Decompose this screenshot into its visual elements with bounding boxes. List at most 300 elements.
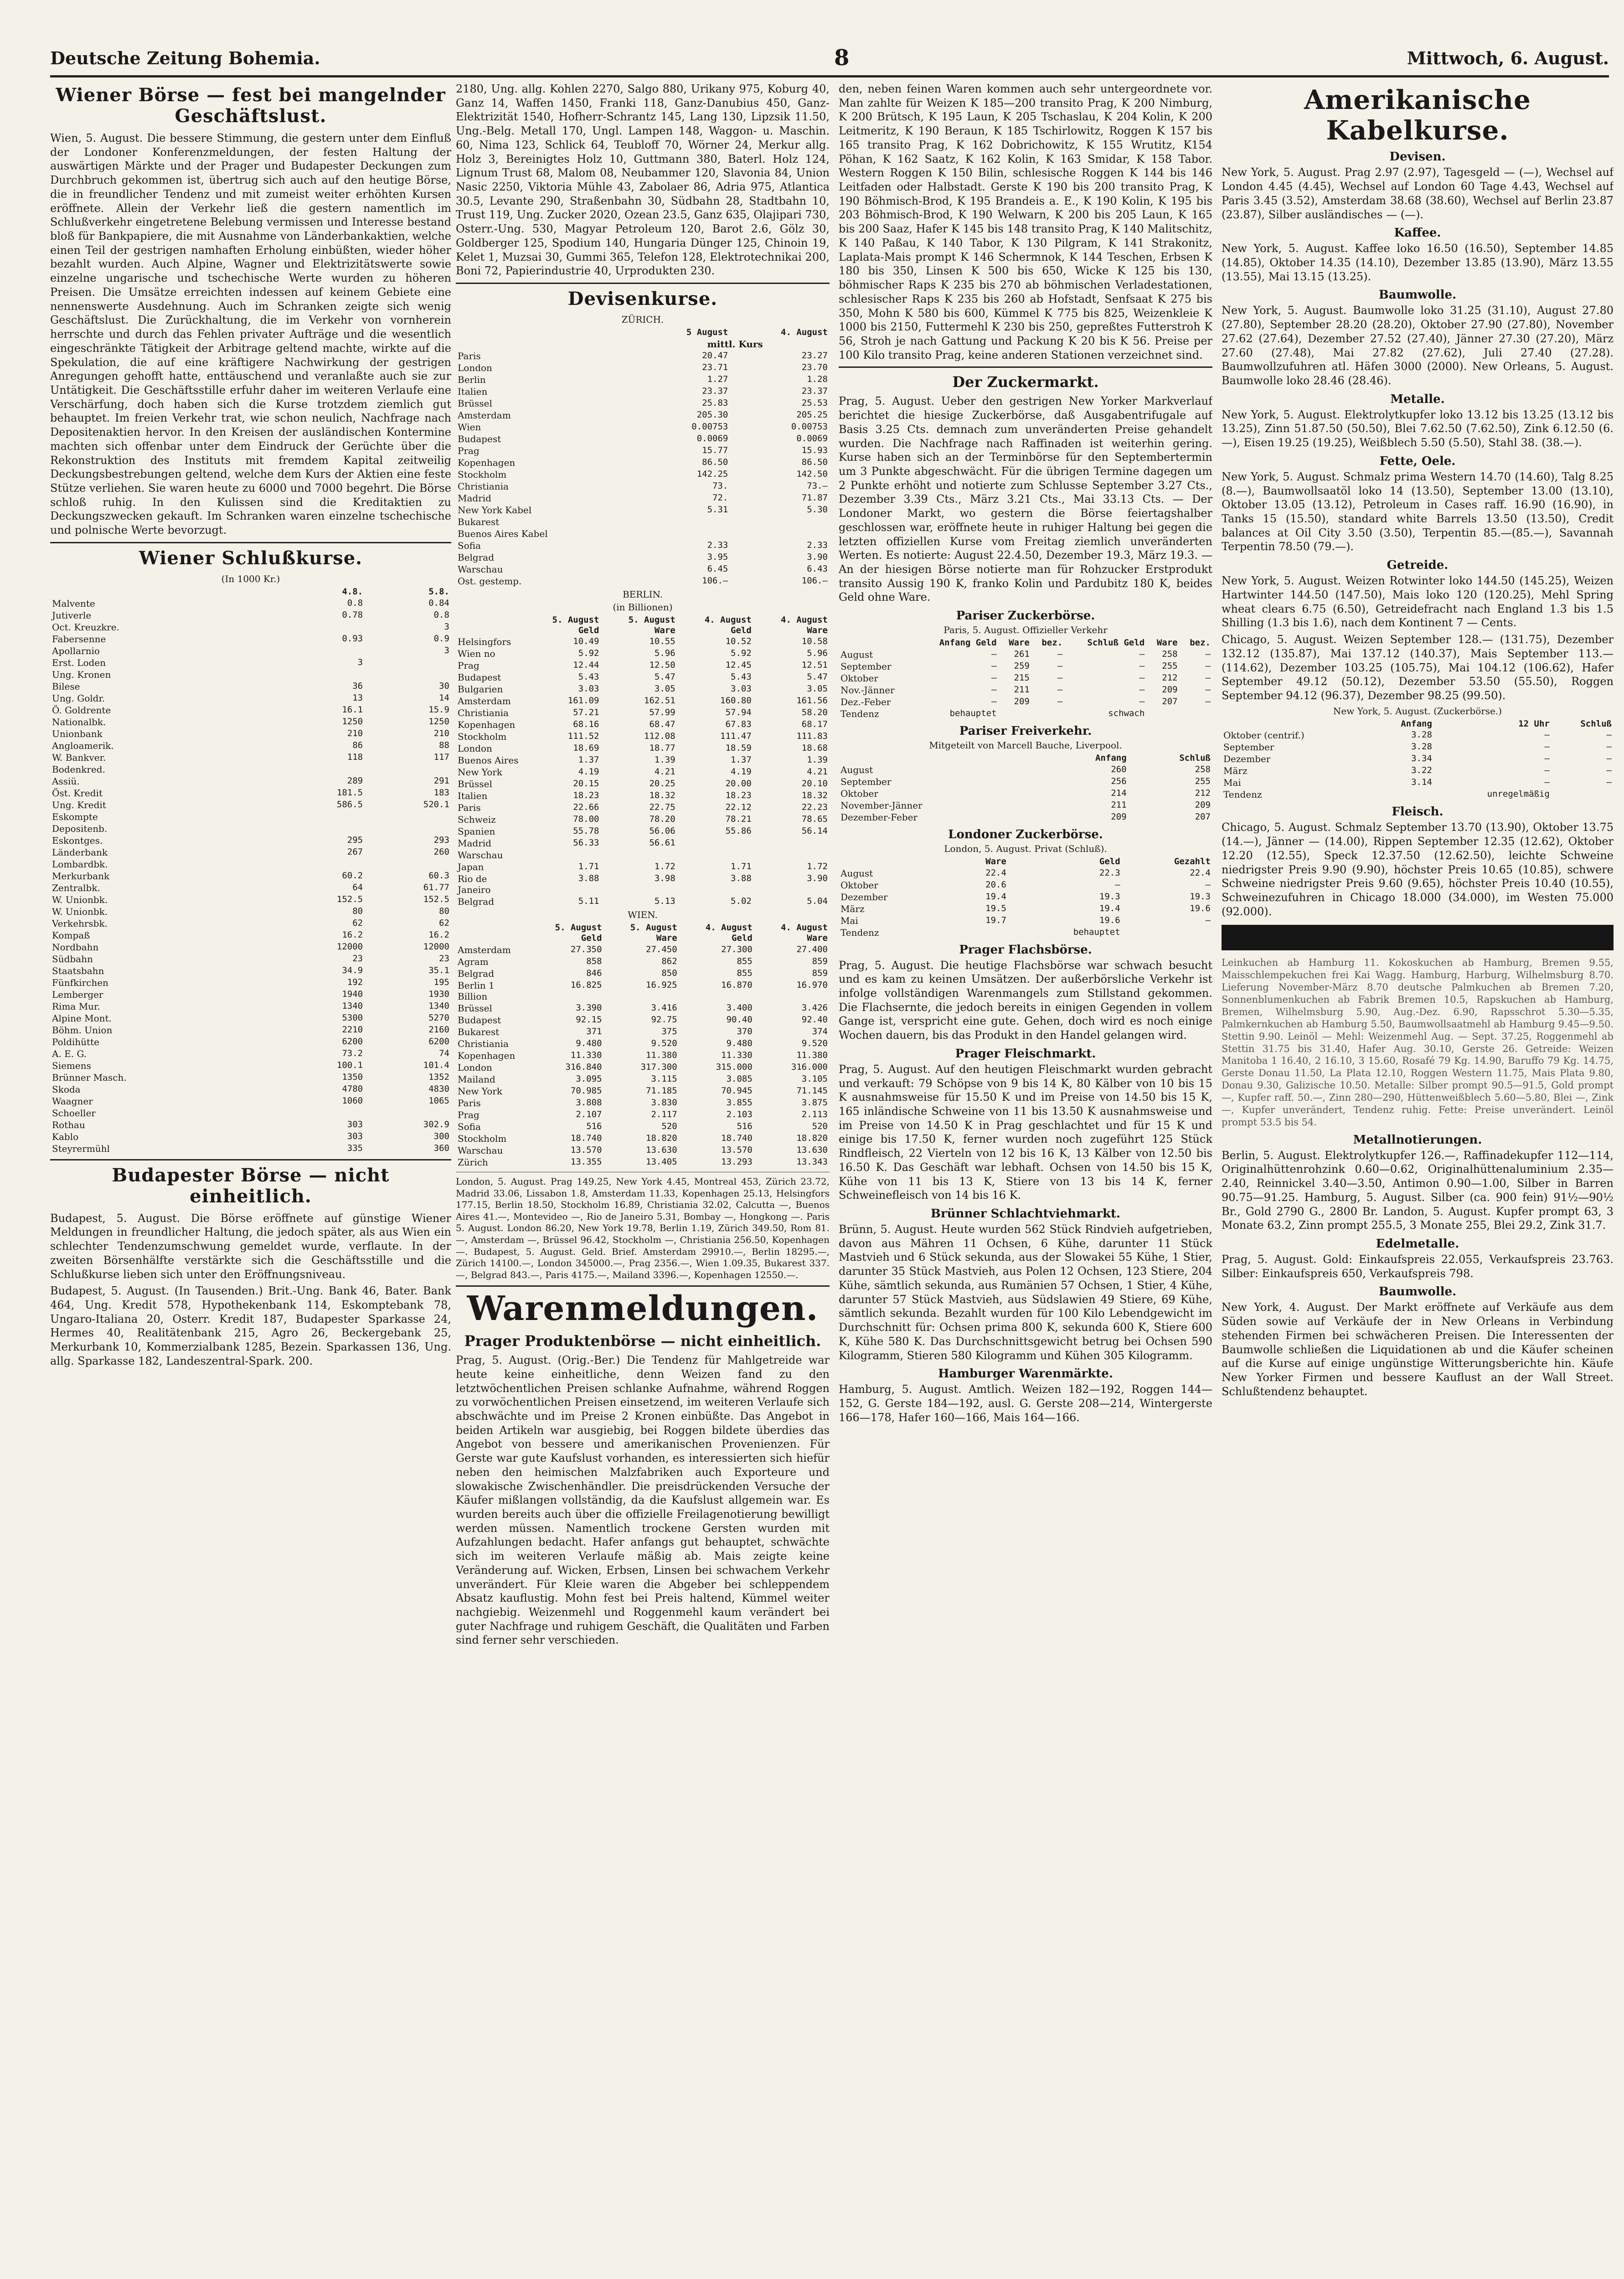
row-label: Christiania xyxy=(458,480,509,492)
table-cell: 101.4 xyxy=(423,1060,449,1070)
table-cell: 73. xyxy=(712,480,728,491)
table-cell: 64 xyxy=(352,882,363,892)
wien-row xyxy=(456,1097,830,1109)
table-cell: 22.66 xyxy=(573,802,599,813)
table-cell xyxy=(278,621,365,633)
table-cell xyxy=(278,858,365,870)
table-cell: 22.4 xyxy=(1190,867,1211,878)
table-cell: 1.72 xyxy=(807,861,828,872)
fleisch-text: Chicago, 5. August. Schmalz September 13.70 (13.90), Oktober 13.75 (14.—), Jänner — (14.00), Rippen September 12.35 (12.62), Oktober 12.20 (12.55), Speck 12.37.50 (12.62.50), leichte Schweine niedrigster Preis 9.90 (9.90), höchster Preis 10.65 (10.85), schwere Schweine niedrigster Preis 9.60 (9.65), höchster Preis 10.40 (10.55), Schweinezufuhren in Chicago 18.000 (34.000), im Westen 75.000 (92.000). xyxy=(1222,821,1614,918)
row-label: Oktober xyxy=(840,672,878,684)
table-cell: 18.740 xyxy=(721,1133,753,1144)
wien-row xyxy=(456,980,830,1002)
row-label: Verkehrsbk. xyxy=(52,918,108,929)
table-cell: 15.93 xyxy=(801,445,828,455)
london-zucker-table xyxy=(839,856,1212,938)
table-cell: 2210 xyxy=(342,1024,363,1035)
table-cell: 3.28 xyxy=(1411,730,1432,740)
table-cell: 22.75 xyxy=(649,802,675,813)
schlusskurse-row xyxy=(50,657,451,669)
row-label: Rio de Janeiro xyxy=(458,873,491,896)
table-cell: 1.39 xyxy=(654,755,675,765)
table-cell xyxy=(730,516,830,528)
row-label: Berlin xyxy=(458,374,486,385)
wien-row xyxy=(456,1073,830,1085)
table-cell: 68.17 xyxy=(801,719,828,730)
table-cell: 18.59 xyxy=(725,743,752,753)
schlusskurse-row xyxy=(50,1095,451,1107)
table-cell: 2.103 xyxy=(726,1109,753,1120)
table-cell: 374 xyxy=(812,1026,828,1037)
table-cell: 2160 xyxy=(428,1024,449,1035)
table-cell: 0.84 xyxy=(428,598,449,608)
metalle-subhead: Metalle. xyxy=(1390,392,1445,406)
table-cell: 86 xyxy=(352,740,363,750)
table-cell: 18.740 xyxy=(570,1133,602,1144)
table-cell: — xyxy=(1139,684,1145,695)
row-label: Erst. Loden xyxy=(52,657,106,668)
table-cell: 5.02 xyxy=(731,896,752,907)
wien-row xyxy=(456,1085,830,1097)
table-cell: 195 xyxy=(433,977,449,987)
table-cell: 6200 xyxy=(428,1036,449,1047)
row-label: Italien xyxy=(458,790,488,802)
table-cell: 0.78 xyxy=(342,609,363,620)
schlusskurse-row xyxy=(50,1143,451,1155)
page-number: 8 xyxy=(834,45,850,71)
kaffee-text: New York, 5. August. Kaffee loko 16.50 (16.50), September 14.85 (14.85), Oktober 14.35 (14.10), Dezember 13.85 (13.90), März 13.55 (13.55), Mai 13.15 (13.25). xyxy=(1222,242,1614,283)
column-header xyxy=(1222,718,1372,730)
row-label: Bukarest xyxy=(458,1026,500,1038)
table-cell: 13.405 xyxy=(646,1157,677,1167)
zurich-row xyxy=(456,433,830,445)
schlusskurse-row xyxy=(50,1000,451,1012)
table-cell xyxy=(365,763,451,775)
table-cell: 92.15 xyxy=(576,1015,602,1025)
table-cell: 67.83 xyxy=(725,719,752,730)
table-cell: 55.78 xyxy=(573,826,599,836)
row-label: Depositenb. xyxy=(52,823,108,834)
table-cell: 3.88 xyxy=(578,873,599,884)
table-cell: — xyxy=(1139,672,1145,683)
row-label: Belgrad xyxy=(458,896,495,907)
schlusskurse-row xyxy=(50,835,451,846)
table-cell: 335 xyxy=(347,1143,363,1153)
table-cell: 73.2 xyxy=(342,1048,363,1058)
table-cell: 5.11 xyxy=(578,896,599,907)
zurich-row xyxy=(456,409,830,421)
london-row xyxy=(839,903,1212,915)
fleisch-subhead: Fleisch. xyxy=(1392,805,1444,819)
row-label: Belgrad xyxy=(458,968,495,980)
schlusskurse-row xyxy=(50,1131,451,1143)
ny-zucker-table xyxy=(1222,718,1614,801)
row-label: Stockholm xyxy=(458,469,507,480)
table-cell: 5.43 xyxy=(578,672,599,682)
table-cell: 586.5 xyxy=(336,799,363,810)
hamburg-markets-text: Leinkuchen ab Hamburg 11. Kokoskuchen ab Hamburg, Bremen 9.55, Maisschlempekuchen frei Kai Wagg. Hamburg, Harburg, Wilhelmsburg 8.70. Lieferung November-März 8.70 deutsche Palmkuchen ab Bremen 7.20, Sonnenblumenkuchen ab Fabrik Bremen 10.5, Rapskuchen ab Hamburg, Bremen, Wilhelmsburg 5.90, Aug.-Dez. 6.90, Rapsschrot 5.30—5.35, Palmkernkuchen ab Hamburg 5.50, Baumwollsaatmehl ab Hamburg 9.45—9.50. Stettin 9.90. Leinöl — Mehl: Weizenmehl Aug. — Sept. 37.25, Roggenmehl ab Stettin 31.75 bis 31.40, Hafer Aug. 30.10, Gerste 26. Getreide: Weizen Manitoba 1 16.40, 2 16.10, 3 15.60, Rosafé 79 Kg. 14.90, Baruffo 79 Kg. 14.75, Gerste Donau 11.50, La Plata 12.10, Roggen Western 11.75, Mais Plata 9.80, Donau 9.30, Galizische 10.50. Metalle: Silber prompt 90.5—91.5, Gold prompt —, Kupfer raff. 50.—, Zinn 280—290, Hüttenweißblech 5.60—5.80, Blei —, Zink —, Kupfer unverändert, Tendenz ruhig. Fette: Preise unverändert. Leinöl prompt 53.5 bis 54. xyxy=(1222,957,1614,1128)
table-cell: 22.4 xyxy=(985,867,1006,878)
table-cell: — xyxy=(1205,915,1211,925)
row-label: Apollarnio xyxy=(52,645,100,656)
column-header: 4. August Ware xyxy=(781,923,828,944)
table-cell: 316.000 xyxy=(791,1062,828,1072)
schlusskurse-table xyxy=(50,586,451,1155)
paris-row xyxy=(839,696,1212,708)
table-cell: 13.630 xyxy=(796,1145,828,1155)
table-cell: 855 xyxy=(737,956,753,967)
table-cell: 111.52 xyxy=(567,731,599,742)
zurich-row xyxy=(456,528,830,540)
table-cell: 34.9 xyxy=(342,965,363,975)
table-cell: 18.820 xyxy=(796,1133,828,1144)
paris-row xyxy=(839,672,1212,684)
row-label: Kompaß xyxy=(52,929,90,941)
baumwolle2-text: New York, 4. August. Der Markt eröffnete auf Verkäufe aus dem Süden sowie auf Verkäufe der in New Orleans in Verbindung stehenden Firmen bei schwächeren Preisen. Die Interessenten der Baumwolle schließen die Liquidationen ab und die Käufer scheinen auf die Kurse auf einige ungünstige Witterungsberichte hin. Käufe New Yorker Firmen und bessere Kauflust an der Wall Street. Schlußtendenz behauptet. xyxy=(1222,1301,1614,1398)
row-label: Zentralbk. xyxy=(52,882,100,893)
table-cell: 859 xyxy=(812,968,828,979)
table-cell: 12.50 xyxy=(649,660,675,670)
table-cell: schwach xyxy=(1108,708,1145,718)
table-cell: 846 xyxy=(586,968,602,979)
schlusskurse-row xyxy=(50,728,451,740)
row-label: Warschau xyxy=(458,850,503,861)
table-cell: 858 xyxy=(586,956,602,967)
table-cell: 27.300 xyxy=(721,944,753,955)
wien-row xyxy=(456,1014,830,1026)
zurich-row xyxy=(456,492,830,504)
table-cell: 520 xyxy=(812,1121,828,1132)
table-cell xyxy=(640,516,730,528)
zurich-row xyxy=(456,457,830,469)
table-cell: 16.870 xyxy=(721,980,753,990)
table-cell: 19.3 xyxy=(1190,891,1211,902)
column-header xyxy=(839,753,1044,764)
table-cell: 9.520 xyxy=(801,1038,828,1049)
table-cell: — xyxy=(1115,879,1120,890)
table-cell: 3.90 xyxy=(807,873,828,884)
column-header: Schluß Geld xyxy=(1087,638,1145,648)
schlusskurse-row xyxy=(50,645,451,657)
table-cell: 255 xyxy=(1195,776,1211,786)
table-cell: 16.1 xyxy=(342,704,363,715)
fleisch-headline: Prager Fleischmarkt. xyxy=(955,1047,1096,1061)
table-cell: 71.185 xyxy=(646,1086,677,1096)
divider xyxy=(50,1159,451,1160)
schlusskurse-headline: Wiener Schlußkurse. xyxy=(139,547,363,569)
row-label: Stockholm xyxy=(458,1133,507,1145)
table-cell: — xyxy=(1057,660,1063,671)
table-cell: 3.115 xyxy=(651,1074,677,1084)
table-cell: 6.43 xyxy=(807,563,828,574)
schlusskurse-row xyxy=(50,704,451,716)
table-cell: 20.15 xyxy=(573,779,599,789)
metallnotierungen-text: Berlin, 5. August. Elektrolytkupfer 126.—, Raffinadekupfer 112—114, Originalhüttenrohzink 0.60—0.62, Originalhüttenaluminium 2.35—2.40, Reinnickel 3.40—3.50, Antimon 0.90—1.00, Silber in Barren 90.75—91.25. Hamburg, 5. August. Silber (ca. 900 fein) 91½—90½ Br., Gold 2790 G., 2800 Br. Landon, 5. August. Kupfer prompt 63, 3 Monate 63.2, Zinn prompt 255.5, 3 Monate 255, Blei 29.2, Zink 31.7. xyxy=(1222,1149,1614,1232)
row-label: London xyxy=(458,1062,492,1073)
zurich-row xyxy=(456,480,830,492)
table-cell: 19.5 xyxy=(985,903,1006,913)
table-cell: 4830 xyxy=(428,1083,449,1094)
table-cell: 20.47 xyxy=(702,350,728,361)
row-label: Lemberger xyxy=(52,989,103,1000)
ny-zucker-row xyxy=(1222,753,1614,765)
berlin-row xyxy=(456,660,830,671)
row-label: Oktober xyxy=(840,788,878,799)
column-header: 5.8. xyxy=(428,586,449,597)
ny-zucker-row xyxy=(1222,729,1614,741)
ny-zucker-row xyxy=(1222,741,1614,753)
row-label: Buenos Aires Kabel xyxy=(458,528,548,539)
table-cell: 70.945 xyxy=(721,1086,753,1096)
hamburg-headline: Hamburger Warenmärkte. xyxy=(938,1367,1113,1381)
table-cell: 11.330 xyxy=(570,1050,602,1061)
table-cell: 118 xyxy=(347,752,363,762)
table-cell xyxy=(601,849,677,861)
schlusskurse-row xyxy=(50,965,451,977)
table-cell: 161.09 xyxy=(567,696,599,706)
schlusskurse-row xyxy=(50,621,451,633)
row-label: London xyxy=(458,743,492,754)
table-cell: 2.117 xyxy=(651,1109,677,1120)
table-cell: 57.21 xyxy=(573,707,599,718)
row-label: Ung. Kronen xyxy=(52,669,111,680)
row-label: Nordbahn xyxy=(52,941,99,953)
column-header: 4. August Geld xyxy=(704,614,752,635)
table-cell: 205.25 xyxy=(796,409,828,420)
column-header: Gezahlt xyxy=(1174,856,1211,866)
table-cell: 68.47 xyxy=(649,719,675,730)
table-cell: 1250 xyxy=(428,716,449,727)
table-cell: 5270 xyxy=(428,1012,449,1023)
table-cell: 14 xyxy=(439,692,449,703)
getreide-subhead: Getreide. xyxy=(1387,558,1449,572)
table-cell: 209 xyxy=(1162,684,1178,695)
table-cell: 5.96 xyxy=(807,648,828,659)
row-label: Bilese xyxy=(52,681,80,692)
table-cell: 360 xyxy=(433,1143,449,1153)
table-cell: — xyxy=(1205,684,1211,695)
table-cell: 9.480 xyxy=(576,1038,602,1049)
table-cell: 25.83 xyxy=(702,397,728,408)
table-cell: 27.450 xyxy=(646,944,677,955)
table-cell: 5.43 xyxy=(731,672,752,682)
table-cell: 371 xyxy=(586,1026,602,1037)
table-cell: 5300 xyxy=(342,1012,363,1023)
column-header: 4. August Geld xyxy=(705,923,753,944)
column-1 xyxy=(50,82,451,1371)
hamburg-text: Hamburg, 5. August. Amtlich. Weizen 182—192, Roggen 144—152, G. Gerste 184—192, ausl. G. Gerste 208—214, Wintergerste 166—178, Hafer 160—166, Mais 164—166. xyxy=(839,1383,1212,1424)
wien-row xyxy=(456,968,830,980)
table-cell: 142.25 xyxy=(696,469,728,479)
table-cell: 1350 xyxy=(342,1072,363,1082)
table-cell: — xyxy=(1606,777,1612,788)
black-bar xyxy=(1222,925,1614,950)
table-cell: 1940 xyxy=(342,989,363,999)
table-cell: 106.— xyxy=(702,575,728,586)
table-cell xyxy=(1180,708,1212,720)
schlusskurse-row xyxy=(50,1024,451,1036)
column-3 xyxy=(839,82,1212,1427)
paris-row xyxy=(839,708,1212,720)
table-cell: 117 xyxy=(433,752,449,762)
row-label: Italien xyxy=(458,386,488,397)
table-cell: 13.570 xyxy=(721,1145,753,1155)
table-cell: 13.343 xyxy=(796,1157,828,1167)
schlusskurse-row xyxy=(50,598,451,609)
row-label: Japan xyxy=(458,861,484,873)
zurich-row xyxy=(456,540,830,552)
zurich-row xyxy=(456,445,830,457)
table-cell: — xyxy=(991,684,997,695)
row-label: Rothau xyxy=(52,1119,85,1130)
table-cell: 211 xyxy=(1111,799,1127,810)
table-cell xyxy=(677,837,753,849)
table-cell: — xyxy=(1139,660,1145,671)
schlusskurse-row xyxy=(50,1012,451,1024)
table-cell xyxy=(640,528,730,540)
table-cell: 212 xyxy=(1195,788,1211,798)
row-label: Ung. Kredit xyxy=(52,799,106,810)
schlusskurse-row xyxy=(50,882,451,894)
table-cell: behauptet xyxy=(949,708,997,718)
table-cell: 2.113 xyxy=(801,1109,828,1120)
prag-produkten-continued: den, neben feinen Waren kommen auch sehr untergeordnete vor. Man zahlte für Weizen K 185—200 transito Prag, K 200 Nimburg, K 200 Brütsch, K 195 Laun, K 205 Tschaslau, K 204 Kolin, K 200 Leitmeritz, K 190 Beraun, K 185 Tschirlowitz, Roggen K 157 bis 165 transito Prag, K 162 Dobrichowitz, K 155 Wrutitz, K154 Pöhan, K 162 Saatz, K 162 Kolin, K 163 Smidar, K 158 Tabor. Western Roggen K 150 Bilin, schlesische Roggen K 144 bis 146 Leitfaden oder Halbstadt. Gerste K 190 bis 200 transito Prag, K 190 Böhmisch-Brod, K 195 Brandeis a. E., K 190 Kolin, K 195 bis 203 Böhmisch-Brod, K 190 Welwarn, K 200 bis 205 Laun, K 165 bis 200 Saaz, Hafer K 145 bis 148 transito Prag, K 140 Malitschitz, K 140 Paßau, K 140 Tabor, K 130 Pilgram, K 141 Strakonitz, Laplata-Mais prompt K 146 Schermnok, K 144 Teschen, Erbsen K 180 bis 350, Linsen K 500 bis 650, Wicke K 125 bis 130, böhmischer Raps K 235 bis 270 ab böhmischen Verladestationen, schlesischer Raps K 235 bis 260 ab Hofstadt, Senfsaat K 275 bis 350, Mohn K 580 bis 600, Kümmel K 775 bis 825, Weizenkleie K 1000 bis 2150, Futtermehl K 230 bis 250, gepreßtes Futterstroh K 56, Stroh je nach Gattung und Packung K 20 bis K 56. Preise per 100 Kilo transito Prag, keine anderen Stationen verzeichnet sind. xyxy=(839,82,1212,361)
row-label: Agram xyxy=(458,956,489,968)
column-header: 4.8. xyxy=(342,586,363,597)
row-label: Berlin 1 Billion xyxy=(458,980,495,1002)
schlusskurse-row xyxy=(50,823,451,835)
berlin-row xyxy=(456,849,830,861)
london-row xyxy=(839,915,1212,927)
table-cell: 291 xyxy=(433,775,449,786)
table-cell: 30 xyxy=(439,681,449,691)
table-cell: 267 xyxy=(347,846,363,857)
row-label: W. Bankver. xyxy=(52,752,106,763)
row-label: Mai xyxy=(1223,777,1241,789)
table-cell: 18.32 xyxy=(649,790,675,801)
schlusskurse-row xyxy=(50,953,451,965)
berlin-row xyxy=(456,683,830,695)
table-cell xyxy=(1552,789,1614,800)
table-cell: 3.095 xyxy=(576,1074,602,1084)
table-cell: 57.99 xyxy=(649,707,675,718)
zurich-row xyxy=(456,469,830,480)
berlin-row xyxy=(456,802,830,814)
berlin-row xyxy=(456,861,830,873)
row-label: New York xyxy=(458,767,502,778)
schlusskurse-row xyxy=(50,692,451,704)
row-label: August xyxy=(840,764,873,775)
row-label: Schoeller xyxy=(52,1107,96,1119)
table-cell: 60.2 xyxy=(342,870,363,881)
wien-row xyxy=(456,1133,830,1145)
table-cell xyxy=(365,811,451,823)
table-cell xyxy=(953,927,1008,938)
london-row xyxy=(839,927,1212,938)
row-label: Belgrad xyxy=(458,552,495,563)
table-cell: 1060 xyxy=(342,1095,363,1106)
ny-zucker-row xyxy=(1222,789,1614,800)
edelmetalle-text: Prag, 5. August. Gold: Einkaufspreis 22.055, Verkaufspreis 23.763. Silber: Einkaufspreis 650, Verkaufspreis 798. xyxy=(1222,1253,1614,1280)
berlin-table xyxy=(456,614,830,908)
wien-row xyxy=(456,944,830,956)
wien-row xyxy=(456,1156,830,1168)
table-cell: — xyxy=(1544,777,1550,788)
table-cell: 3.03 xyxy=(578,684,599,694)
masthead xyxy=(50,43,1609,77)
table-cell: 210 xyxy=(433,728,449,738)
schlusskurse-row xyxy=(50,811,451,823)
table-cell: — xyxy=(991,696,997,706)
table-cell: 70.985 xyxy=(570,1086,602,1096)
row-label: Poldihütte xyxy=(52,1036,99,1047)
table-cell: 18.77 xyxy=(649,743,675,753)
zurich-row xyxy=(456,516,830,528)
prag-produkten-text: Prag, 5. August. (Orig.-Ber.) Die Tendenz für Mahlgetreide war heute keine einheitliche, denn Weizen fand zu den letztwöchentlichen Preisen schlanke Aufnahme, während Roggen zu vorwöchentlichen Preisen einsetzend, im weiteren Verlaufe sich abschwächte und im Preise 2 Kronen einbüßte. Das Angebot in beiden Artikeln war ausgiebig, bei Roggen bildete überdies das Angebot von bessere und amerikanischen Provenienzen. Für Gerste war gute Kaufslust vorhanden, es interessierten sich hiefür neben den heimischen Malzfabriken auch Exporteure und slowakische Zwischenhändler. Die preisdrückenden Versuche der Käufer mißlangen vollständig, da die Kaufslust allgemein war. Es wurden bereits auch über die offizielle Freilagenotierung bewilligt werden müssen. Namentlich trockene Gersten wurden mit Aufzahlungen bedacht. Hafer anfangs gut behauptet, schwächte sich im weiteren Verlaufe mäßig ab. Mais zeigte keine Veränderung auf. Wicken, Erbsen, Linsen bei schwachem Verkehr unverändert. Für Kleie waren die Abgeber bei schleppendem Absatz kauflustig. Mohn fest bei Preis haltend, Kümmel weiter nachgiebig. Weizenmehl und Roggenmehl kaum verändert bei guter Nachfrage und ruhigem Geschäft, die Qualitäten und Farben sind ferner sehr verschieden. xyxy=(456,1354,830,1647)
row-label: Kopenhagen xyxy=(458,457,516,468)
schlusskurse-row xyxy=(50,977,451,989)
berlin-row xyxy=(456,636,830,648)
table-cell: 183 xyxy=(433,787,449,798)
row-label: Lombardbk. xyxy=(52,858,108,870)
table-cell: 209 xyxy=(1014,696,1030,706)
table-cell: 181.5 xyxy=(336,787,363,798)
column-header xyxy=(839,637,916,649)
table-cell: 5.92 xyxy=(578,648,599,659)
table-cell: 55.86 xyxy=(725,826,752,836)
table-cell: 260 xyxy=(1111,764,1127,774)
table-cell: 13 xyxy=(352,692,363,703)
table-cell: 255 xyxy=(1162,660,1178,671)
column-header: Anfang xyxy=(1401,718,1432,729)
table-cell: 142.50 xyxy=(796,469,828,479)
devisen-headline: Devisenkurse. xyxy=(567,288,718,310)
table-cell: 27.400 xyxy=(796,944,828,955)
row-label: Malvente xyxy=(52,598,95,609)
table-cell xyxy=(278,763,365,775)
table-cell: 3 xyxy=(444,645,449,655)
paris-line: Paris, 5. August. Offizieller Verkehr xyxy=(943,624,1108,636)
table-cell: 23 xyxy=(439,953,449,964)
schlusskurse-row xyxy=(50,929,451,941)
table-cell: 516 xyxy=(737,1121,753,1132)
bruenn-headline: Brünner Schlachtviehmarkt. xyxy=(930,1207,1121,1221)
row-label: September xyxy=(840,776,892,787)
divider xyxy=(456,1285,830,1287)
issue-date: Mittwoch, 6. August. xyxy=(1407,48,1609,68)
column-header xyxy=(839,856,953,867)
table-cell: — xyxy=(1139,649,1145,659)
table-cell: behauptet xyxy=(1073,927,1120,937)
row-label: Bukarest xyxy=(458,516,500,527)
row-label: Mailand xyxy=(458,1074,495,1085)
table-cell: 160.80 xyxy=(720,696,752,706)
table-cell xyxy=(278,1107,365,1119)
row-label: Sofia xyxy=(458,1121,481,1133)
table-cell: 315.000 xyxy=(716,1062,753,1072)
column-header: 4. August Ware xyxy=(781,614,828,635)
column-header xyxy=(456,327,640,338)
schlusskurse-row xyxy=(50,609,451,621)
table-cell: 207 xyxy=(1162,696,1178,706)
table-cell: 56.06 xyxy=(649,826,675,836)
table-cell: 1930 xyxy=(428,989,449,999)
berlin-row xyxy=(456,778,830,790)
frei-table xyxy=(839,753,1212,823)
table-cell: 0.00753 xyxy=(791,421,828,432)
zurich-row xyxy=(456,374,830,386)
budapest-text: Budapest, 5. August. Die Börse eröffnete auf günstige Wiener Meldungen in freundlicher Haltung, die jedoch später, als aus Wien ein schlechter Tendenzumschwung gemeldet wurde, verflaute. In der zweiten Börsenhälfte verstärkte sich die Geschäftsstille und die Schlußkurse lieben sich unter den Eröffnungsniveau. xyxy=(50,1212,451,1281)
